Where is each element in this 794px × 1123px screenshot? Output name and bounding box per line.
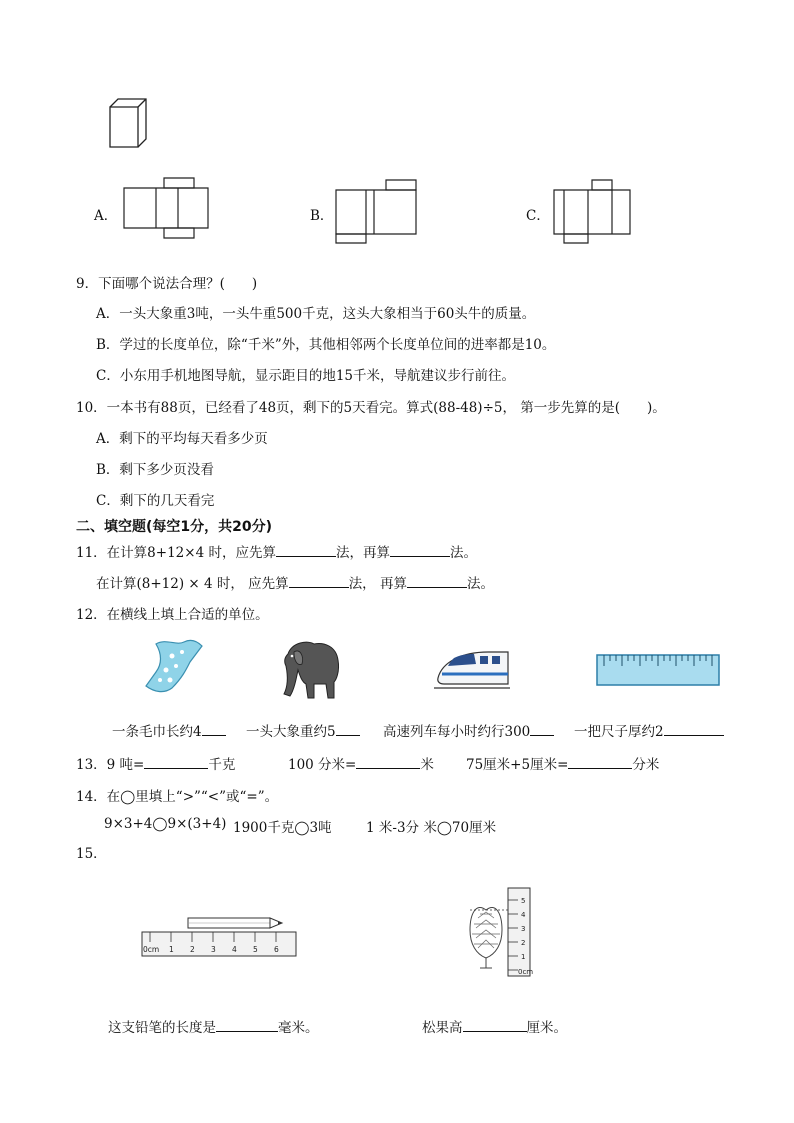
q15-blank-2[interactable] — [463, 1017, 527, 1032]
q13-c-text: 75厘米+5厘米= — [466, 757, 569, 773]
q11-blank-3[interactable] — [289, 573, 349, 588]
h-ruler-label-2: 2 — [190, 945, 195, 954]
pencil — [188, 918, 282, 928]
option-c-label: C． — [526, 208, 550, 224]
q14-a[interactable]: 9×3+4◯9×(3+4) — [104, 816, 227, 832]
q11-l2-b: 法， 再算 — [348, 576, 407, 592]
net-option-c — [550, 176, 636, 246]
q11-line1 — [76, 541, 477, 561]
q12-ruler-text: 一把尺子厚约2 — [574, 724, 664, 740]
h-ruler-label-0: 0cm — [143, 945, 160, 954]
option-b-label: B． — [310, 208, 334, 224]
net-option-a — [120, 176, 212, 244]
section-title: 二、填空题(每空1分，共20分) — [76, 519, 273, 535]
elephant-image — [274, 636, 344, 702]
v-ruler-label-4: 4 — [521, 911, 526, 919]
q13-blank-1[interactable] — [144, 754, 208, 769]
q12-item-elephant — [246, 720, 360, 740]
q13-a — [76, 753, 235, 773]
q11-l1-b: 法，再算 — [335, 545, 390, 561]
q10-option-b: B．剩下多少页没看 — [96, 462, 214, 478]
q13-b-text: 100 分米= — [288, 757, 357, 773]
q13-c — [466, 753, 659, 773]
q12-item-towel — [112, 720, 226, 740]
q14-stem: 14．在◯里填上“>”“<”或“=”。 — [76, 789, 279, 805]
cuboid-figure — [104, 95, 152, 150]
q15-blank-1[interactable] — [216, 1017, 278, 1032]
h-ruler-label-6: 6 — [274, 945, 279, 954]
q11-l1-c: 法。 — [449, 545, 477, 561]
q11-line2 — [96, 572, 494, 592]
pinecone-ruler-image — [456, 884, 536, 980]
q15-b-text: 松果高 — [422, 1020, 463, 1036]
q9-option-c: C．小东用手机地图导航，显示距目的地15千米，导航建议步行前往。 — [96, 368, 516, 384]
q12-blank-3[interactable] — [530, 721, 554, 736]
q15-b-unit: 厘米。 — [526, 1020, 567, 1036]
q13-b-unit: 米 — [420, 757, 434, 773]
q13-blank-2[interactable] — [356, 754, 420, 769]
q11-blank-4[interactable] — [407, 573, 467, 588]
towel-image — [142, 636, 208, 696]
v-ruler-label-1: 1 — [521, 953, 526, 961]
q15-a-text: 这支铅笔的长度是 — [108, 1020, 216, 1036]
h-ruler-label-1: 1 — [169, 945, 174, 954]
v-ruler-label-3: 3 — [521, 925, 526, 933]
q10-stem: 10．一本书有88页，已经看了48页，剩下的5天看完。算式(88-48)÷5， 第一步先算的是( )。 — [76, 400, 666, 416]
q9-option-b: B．学过的长度单位，除“千米”外，其他相邻两个长度单位间的进率都是10。 — [96, 337, 556, 353]
q12-blank-1[interactable] — [202, 721, 226, 736]
pinecone — [470, 907, 502, 968]
q13-blank-3[interactable] — [568, 754, 632, 769]
q10-option-c: C．剩下的几天看完 — [96, 493, 215, 509]
q11-l2-c: 法。 — [466, 576, 494, 592]
q15-stem: 15． — [76, 846, 107, 862]
q15-a — [108, 1016, 319, 1036]
q11-l2-a: 在计算(8+12) × 4 时， 应先算 — [96, 576, 289, 592]
q10-option-a: A．剩下的平均每天看多少页 — [96, 431, 268, 447]
v-ruler-label-0: 0cm — [518, 968, 534, 976]
q9-option-a: A．一头大象重3吨，一头牛重500千克，这头大象相当于60头牛的质量。 — [96, 306, 536, 322]
train-image — [432, 644, 512, 694]
q12-blank-4[interactable] — [664, 721, 724, 736]
q13-c-unit: 分米 — [632, 757, 660, 773]
q15-b — [422, 1016, 567, 1036]
q12-blank-2[interactable] — [336, 721, 360, 736]
q11-blank-2[interactable] — [390, 542, 450, 557]
q9-stem: 9．下面哪个说法合理？( ) — [76, 276, 258, 292]
q11-blank-1[interactable] — [276, 542, 336, 557]
pencil-ruler-image — [140, 912, 300, 962]
net-option-b — [332, 176, 420, 246]
q15-a-unit: 毫米。 — [278, 1020, 319, 1036]
q13-a-unit: 千克 — [208, 757, 236, 773]
q12-item-train — [383, 720, 554, 740]
q12-elephant-text: 一头大象重约5 — [246, 724, 336, 740]
v-ruler-label-5: 5 — [521, 897, 526, 905]
h-ruler-label-4: 4 — [232, 945, 237, 954]
q14-b[interactable]: 1900千克◯3吨 — [233, 820, 332, 836]
ruler-image — [596, 654, 720, 686]
option-a-label: A． — [94, 208, 118, 224]
q12-towel-text: 一条毛巾长约4 — [112, 724, 202, 740]
v-ruler-label-2: 2 — [521, 939, 526, 947]
q12-train-text: 高速列车每小时约行300 — [383, 724, 531, 740]
q13-a-text: 13．9 吨= — [76, 757, 145, 773]
h-ruler-label-3: 3 — [211, 945, 216, 954]
q12-item-ruler — [574, 720, 724, 740]
q13-b — [288, 753, 434, 773]
q11-l1-a: 11．在计算8+12×4 时，应先算 — [76, 545, 276, 561]
q14-c[interactable]: 1 米-3分 米◯70厘米 — [366, 820, 497, 836]
h-ruler-label-5: 5 — [253, 945, 258, 954]
q12-stem: 12．在横线上填上合适的单位。 — [76, 607, 269, 623]
